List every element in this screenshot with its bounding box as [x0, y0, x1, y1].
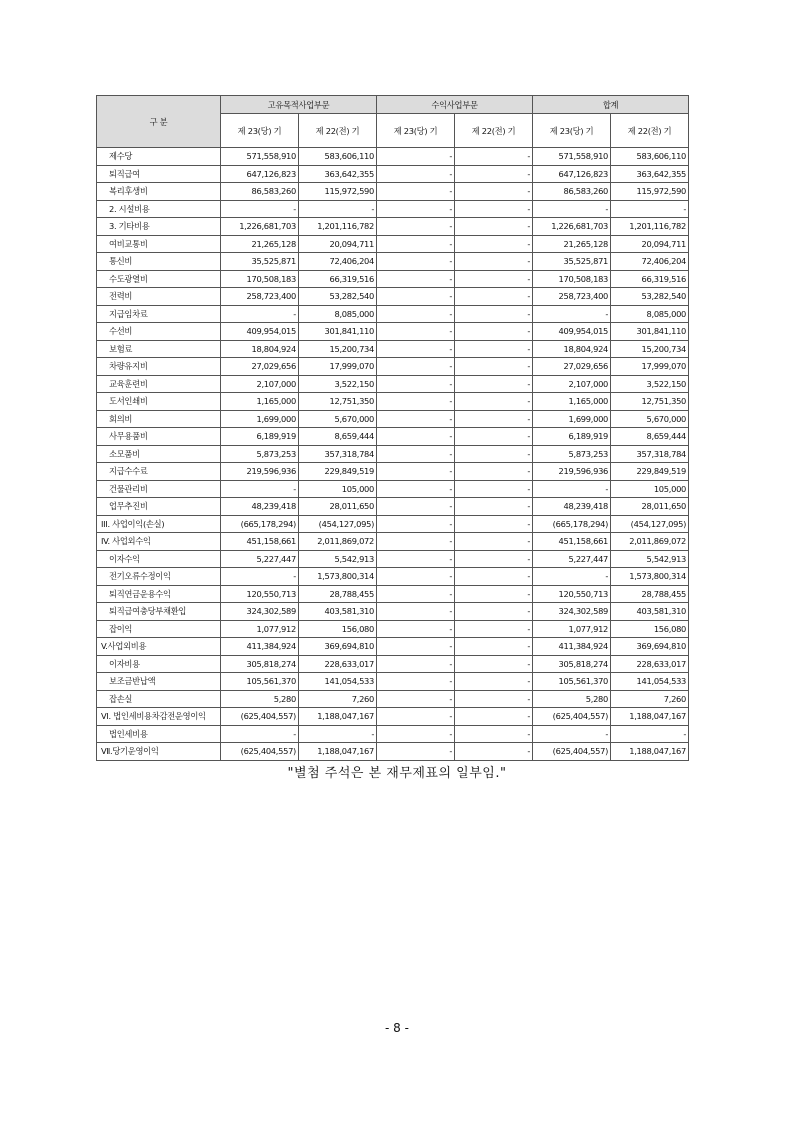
- row-value: -: [455, 673, 533, 691]
- row-value: -: [377, 620, 455, 638]
- table-row: [97, 515, 689, 533]
- row-value: -: [299, 725, 377, 743]
- row-value: -: [455, 690, 533, 708]
- row-label: 건물관리비: [97, 480, 221, 498]
- row-value: -: [455, 218, 533, 236]
- row-value: -: [455, 410, 533, 428]
- header-period: 제 22(전) 기: [299, 114, 377, 148]
- row-value: 301,841,110: [299, 323, 377, 341]
- row-value: -: [377, 305, 455, 323]
- row-label: VI. 법인세비용차감전운영이익: [97, 708, 221, 726]
- row-value: -: [377, 148, 455, 166]
- row-value: 1,188,047,167: [611, 708, 689, 726]
- row-value: -: [455, 253, 533, 271]
- row-value: 3,522,150: [299, 375, 377, 393]
- row-value: 86,583,260: [533, 183, 611, 201]
- table-row: [97, 480, 689, 498]
- row-value: 305,818,274: [533, 655, 611, 673]
- row-value: -: [455, 463, 533, 481]
- row-value: -: [455, 235, 533, 253]
- row-value: -: [377, 638, 455, 656]
- row-value: (625,404,557): [221, 743, 299, 761]
- row-value: 53,282,540: [611, 288, 689, 306]
- table-row: [97, 690, 689, 708]
- row-value: 1,077,912: [533, 620, 611, 638]
- row-value: 20,094,711: [299, 235, 377, 253]
- row-value: 258,723,400: [221, 288, 299, 306]
- row-label: 이자비용: [97, 655, 221, 673]
- table-row: [97, 270, 689, 288]
- row-value: -: [377, 498, 455, 516]
- header-section-nonprofit: 고유목적사업부문: [221, 96, 377, 114]
- row-value: (625,404,557): [533, 708, 611, 726]
- header-period: 제 23(당) 기: [221, 114, 299, 148]
- row-value: 2,011,869,072: [299, 533, 377, 551]
- row-value: -: [221, 480, 299, 498]
- table-row: [97, 235, 689, 253]
- row-value: 15,200,734: [299, 340, 377, 358]
- row-label: 수선비: [97, 323, 221, 341]
- header-section-profit: 수익사업부문: [377, 96, 533, 114]
- row-value: 8,659,444: [299, 428, 377, 446]
- row-value: 6,189,919: [533, 428, 611, 446]
- footnote: "별첨 주석은 본 재무제표의 일부임.": [287, 766, 507, 781]
- row-value: -: [533, 480, 611, 498]
- table-row: [97, 673, 689, 691]
- row-value: 324,302,589: [533, 603, 611, 621]
- row-value: 1,188,047,167: [299, 743, 377, 761]
- row-value: 12,751,350: [611, 393, 689, 411]
- row-label: V.사업외비용: [97, 638, 221, 656]
- table-row: [97, 445, 689, 463]
- row-value: -: [455, 393, 533, 411]
- row-value: (625,404,557): [533, 743, 611, 761]
- row-value: 1,699,000: [221, 410, 299, 428]
- row-label: 잡이익: [97, 620, 221, 638]
- row-value: 1,188,047,167: [611, 743, 689, 761]
- row-value: 2,011,869,072: [611, 533, 689, 551]
- row-value: 409,954,015: [533, 323, 611, 341]
- row-value: -: [377, 375, 455, 393]
- row-label: 3. 기타비용: [97, 218, 221, 236]
- row-value: 583,606,110: [611, 148, 689, 166]
- row-value: 48,239,418: [221, 498, 299, 516]
- row-label: 퇴직급여: [97, 165, 221, 183]
- row-value: 28,788,455: [611, 585, 689, 603]
- row-value: -: [455, 550, 533, 568]
- row-value: -: [221, 305, 299, 323]
- row-value: 1,201,116,782: [299, 218, 377, 236]
- row-value: -: [377, 480, 455, 498]
- row-label: 잡손실: [97, 690, 221, 708]
- table-row: [97, 148, 689, 166]
- row-value: 305,818,274: [221, 655, 299, 673]
- row-value: 53,282,540: [299, 288, 377, 306]
- row-label: 보험료: [97, 340, 221, 358]
- table-body: [97, 148, 689, 761]
- row-value: -: [377, 655, 455, 673]
- row-label: 전력비: [97, 288, 221, 306]
- row-value: 156,080: [611, 620, 689, 638]
- row-label: IV. 사업외수익: [97, 533, 221, 551]
- row-value: 409,954,015: [221, 323, 299, 341]
- row-label: 이자수익: [97, 550, 221, 568]
- row-value: -: [455, 183, 533, 201]
- row-value: -: [455, 200, 533, 218]
- table-row: [97, 708, 689, 726]
- row-value: 28,011,650: [299, 498, 377, 516]
- row-value: 324,302,589: [221, 603, 299, 621]
- row-value: 3,522,150: [611, 375, 689, 393]
- row-value: 17,999,070: [299, 358, 377, 376]
- row-value: 301,841,110: [611, 323, 689, 341]
- row-value: 115,972,590: [299, 183, 377, 201]
- row-label: 도서인쇄비: [97, 393, 221, 411]
- row-value: -: [377, 183, 455, 201]
- row-value: -: [455, 165, 533, 183]
- row-value: 357,318,784: [299, 445, 377, 463]
- row-value: -: [221, 568, 299, 586]
- row-value: 18,804,924: [221, 340, 299, 358]
- row-value: 2,107,000: [221, 375, 299, 393]
- row-value: 403,581,310: [611, 603, 689, 621]
- row-value: 369,694,810: [611, 638, 689, 656]
- row-value: 451,158,661: [533, 533, 611, 551]
- row-label: 법인세비용: [97, 725, 221, 743]
- row-value: 229,849,519: [299, 463, 377, 481]
- row-value: -: [455, 515, 533, 533]
- table-row: [97, 620, 689, 638]
- table-row: [97, 428, 689, 446]
- row-label: 수도광열비: [97, 270, 221, 288]
- row-value: -: [377, 568, 455, 586]
- row-value: -: [377, 218, 455, 236]
- row-value: 5,227,447: [533, 550, 611, 568]
- row-label: 복리후생비: [97, 183, 221, 201]
- row-value: 411,384,924: [533, 638, 611, 656]
- row-value: 72,406,204: [299, 253, 377, 271]
- row-label: 여비교통비: [97, 235, 221, 253]
- row-value: -: [455, 358, 533, 376]
- row-value: 1,077,912: [221, 620, 299, 638]
- row-value: -: [377, 690, 455, 708]
- row-value: 369,694,810: [299, 638, 377, 656]
- row-value: -: [377, 270, 455, 288]
- table-row: [97, 655, 689, 673]
- row-value: 363,642,355: [299, 165, 377, 183]
- table-row: [97, 218, 689, 236]
- financial-statement-table: [96, 95, 689, 761]
- row-value: 5,670,000: [611, 410, 689, 428]
- row-value: 105,561,370: [221, 673, 299, 691]
- row-value: -: [455, 305, 533, 323]
- row-value: 5,227,447: [221, 550, 299, 568]
- row-value: -: [455, 638, 533, 656]
- row-label: 사무용품비: [97, 428, 221, 446]
- row-value: -: [377, 200, 455, 218]
- row-value: 7,260: [611, 690, 689, 708]
- row-value: 35,525,871: [533, 253, 611, 271]
- row-label: 2. 시설비용: [97, 200, 221, 218]
- row-value: 8,659,444: [611, 428, 689, 446]
- row-value: -: [533, 305, 611, 323]
- row-value: -: [455, 323, 533, 341]
- row-value: -: [377, 673, 455, 691]
- row-value: 28,788,455: [299, 585, 377, 603]
- row-value: 1,226,681,703: [533, 218, 611, 236]
- row-value: 647,126,823: [221, 165, 299, 183]
- row-value: 21,265,128: [533, 235, 611, 253]
- row-value: -: [455, 655, 533, 673]
- page-number: - 8 -: [385, 1021, 409, 1035]
- row-value: -: [533, 725, 611, 743]
- row-value: 1,699,000: [533, 410, 611, 428]
- row-value: -: [455, 288, 533, 306]
- row-label: 지급수수료: [97, 463, 221, 481]
- row-value: -: [299, 200, 377, 218]
- row-value: (454,127,095): [299, 515, 377, 533]
- row-label: III. 사업이익(손실): [97, 515, 221, 533]
- row-value: 571,558,910: [221, 148, 299, 166]
- row-value: (665,178,294): [221, 515, 299, 533]
- row-value: -: [455, 428, 533, 446]
- row-value: 66,319,516: [299, 270, 377, 288]
- row-value: 15,200,734: [611, 340, 689, 358]
- row-value: 115,972,590: [611, 183, 689, 201]
- header-period: 제 23(당) 기: [377, 114, 455, 148]
- row-value: 27,029,656: [533, 358, 611, 376]
- row-label: 제수당: [97, 148, 221, 166]
- row-value: -: [377, 393, 455, 411]
- row-value: -: [533, 200, 611, 218]
- row-label: 교육훈련비: [97, 375, 221, 393]
- row-value: -: [377, 358, 455, 376]
- row-value: -: [455, 603, 533, 621]
- row-value: 357,318,784: [611, 445, 689, 463]
- row-value: 411,384,924: [221, 638, 299, 656]
- table-row: [97, 305, 689, 323]
- row-value: 1,573,800,314: [299, 568, 377, 586]
- row-value: 20,094,711: [611, 235, 689, 253]
- table-row: [97, 183, 689, 201]
- row-value: -: [377, 235, 455, 253]
- row-value: -: [377, 165, 455, 183]
- header-period: 제 22(전) 기: [455, 114, 533, 148]
- row-value: 35,525,871: [221, 253, 299, 271]
- row-value: 156,080: [299, 620, 377, 638]
- row-value: 2,107,000: [533, 375, 611, 393]
- row-value: -: [377, 445, 455, 463]
- row-value: 170,508,183: [221, 270, 299, 288]
- row-value: 5,542,913: [299, 550, 377, 568]
- table-row: [97, 585, 689, 603]
- row-label: 퇴직급여충당부채환입: [97, 603, 221, 621]
- row-value: 18,804,924: [533, 340, 611, 358]
- row-value: 583,606,110: [299, 148, 377, 166]
- table-row: [97, 533, 689, 551]
- table-row: [97, 200, 689, 218]
- table-row: [97, 725, 689, 743]
- table-row: [97, 603, 689, 621]
- row-value: 6,189,919: [221, 428, 299, 446]
- row-value: 571,558,910: [533, 148, 611, 166]
- row-value: 72,406,204: [611, 253, 689, 271]
- row-value: 141,054,533: [611, 673, 689, 691]
- row-value: 363,642,355: [611, 165, 689, 183]
- row-value: -: [455, 340, 533, 358]
- row-value: 258,723,400: [533, 288, 611, 306]
- row-value: 228,633,017: [611, 655, 689, 673]
- table-row: [97, 568, 689, 586]
- row-value: 7,260: [299, 690, 377, 708]
- row-label: 보조금반납액: [97, 673, 221, 691]
- row-value: 219,596,936: [221, 463, 299, 481]
- row-value: 1,165,000: [221, 393, 299, 411]
- row-value: -: [377, 253, 455, 271]
- row-value: 1,573,800,314: [611, 568, 689, 586]
- row-value: 219,596,936: [533, 463, 611, 481]
- row-value: -: [455, 480, 533, 498]
- row-value: -: [221, 200, 299, 218]
- table-row: [97, 638, 689, 656]
- row-value: -: [455, 568, 533, 586]
- table-row: [97, 393, 689, 411]
- table-row: [97, 375, 689, 393]
- row-label: 지급임차료: [97, 305, 221, 323]
- row-value: 141,054,533: [299, 673, 377, 691]
- row-value: 105,000: [611, 480, 689, 498]
- row-label: 퇴직연금운용수익: [97, 585, 221, 603]
- row-value: -: [377, 550, 455, 568]
- table-row: [97, 323, 689, 341]
- row-value: 229,849,519: [611, 463, 689, 481]
- row-value: 5,542,913: [611, 550, 689, 568]
- header-gubun: 구 분: [97, 96, 221, 148]
- row-value: -: [455, 708, 533, 726]
- header-period: 제 22(전) 기: [611, 114, 689, 148]
- row-value: 451,158,661: [221, 533, 299, 551]
- row-value: -: [377, 323, 455, 341]
- row-label: 전기오류수정이익: [97, 568, 221, 586]
- row-value: 1,226,681,703: [221, 218, 299, 236]
- row-value: -: [377, 463, 455, 481]
- row-value: 5,280: [221, 690, 299, 708]
- table-row: [97, 743, 689, 761]
- header-period: 제 23(당) 기: [533, 114, 611, 148]
- row-value: -: [377, 410, 455, 428]
- row-value: 86,583,260: [221, 183, 299, 201]
- row-value: -: [611, 725, 689, 743]
- row-value: (625,404,557): [221, 708, 299, 726]
- row-value: 403,581,310: [299, 603, 377, 621]
- row-value: -: [377, 708, 455, 726]
- row-value: 21,265,128: [221, 235, 299, 253]
- row-value: -: [377, 428, 455, 446]
- row-label: 통신비: [97, 253, 221, 271]
- row-value: -: [455, 375, 533, 393]
- row-value: -: [455, 445, 533, 463]
- row-value: -: [377, 725, 455, 743]
- table-row: [97, 288, 689, 306]
- row-value: 120,550,713: [221, 585, 299, 603]
- row-value: -: [377, 743, 455, 761]
- row-value: 1,165,000: [533, 393, 611, 411]
- row-label: 업무추진비: [97, 498, 221, 516]
- row-value: 66,319,516: [611, 270, 689, 288]
- row-value: 27,029,656: [221, 358, 299, 376]
- table-row: [97, 253, 689, 271]
- row-value: 1,188,047,167: [299, 708, 377, 726]
- row-value: -: [377, 288, 455, 306]
- table-row: [97, 410, 689, 428]
- row-value: 5,873,253: [533, 445, 611, 463]
- row-value: -: [455, 743, 533, 761]
- row-value: 228,633,017: [299, 655, 377, 673]
- row-value: 5,280: [533, 690, 611, 708]
- row-value: -: [455, 620, 533, 638]
- row-label: 차량유지비: [97, 358, 221, 376]
- row-value: -: [455, 498, 533, 516]
- row-value: -: [377, 515, 455, 533]
- table-row: [97, 550, 689, 568]
- table-row: [97, 358, 689, 376]
- row-value: 48,239,418: [533, 498, 611, 516]
- table-row: [97, 463, 689, 481]
- row-value: 8,085,000: [299, 305, 377, 323]
- table-row: [97, 498, 689, 516]
- row-value: -: [377, 533, 455, 551]
- row-value: -: [377, 603, 455, 621]
- row-value: 1,201,116,782: [611, 218, 689, 236]
- row-value: -: [455, 725, 533, 743]
- row-value: 28,011,650: [611, 498, 689, 516]
- row-value: -: [455, 148, 533, 166]
- row-value: 5,873,253: [221, 445, 299, 463]
- row-value: -: [455, 270, 533, 288]
- table-row: [97, 340, 689, 358]
- header-section-total: 합계: [533, 96, 689, 114]
- row-label: 소모품비: [97, 445, 221, 463]
- table-header: [97, 96, 689, 148]
- row-value: -: [455, 533, 533, 551]
- row-value: (665,178,294): [533, 515, 611, 533]
- row-value: (454,127,095): [611, 515, 689, 533]
- row-value: 8,085,000: [611, 305, 689, 323]
- row-label: 회의비: [97, 410, 221, 428]
- row-value: 647,126,823: [533, 165, 611, 183]
- row-value: 105,000: [299, 480, 377, 498]
- row-value: 12,751,350: [299, 393, 377, 411]
- row-value: 170,508,183: [533, 270, 611, 288]
- row-value: 17,999,070: [611, 358, 689, 376]
- row-value: -: [611, 200, 689, 218]
- row-value: 120,550,713: [533, 585, 611, 603]
- row-value: -: [533, 568, 611, 586]
- row-value: 5,670,000: [299, 410, 377, 428]
- row-label: Ⅶ.당기운영이익: [97, 743, 221, 761]
- row-value: -: [221, 725, 299, 743]
- row-value: -: [377, 585, 455, 603]
- row-value: -: [377, 340, 455, 358]
- row-value: 105,561,370: [533, 673, 611, 691]
- table-row: [97, 165, 689, 183]
- row-value: -: [455, 585, 533, 603]
